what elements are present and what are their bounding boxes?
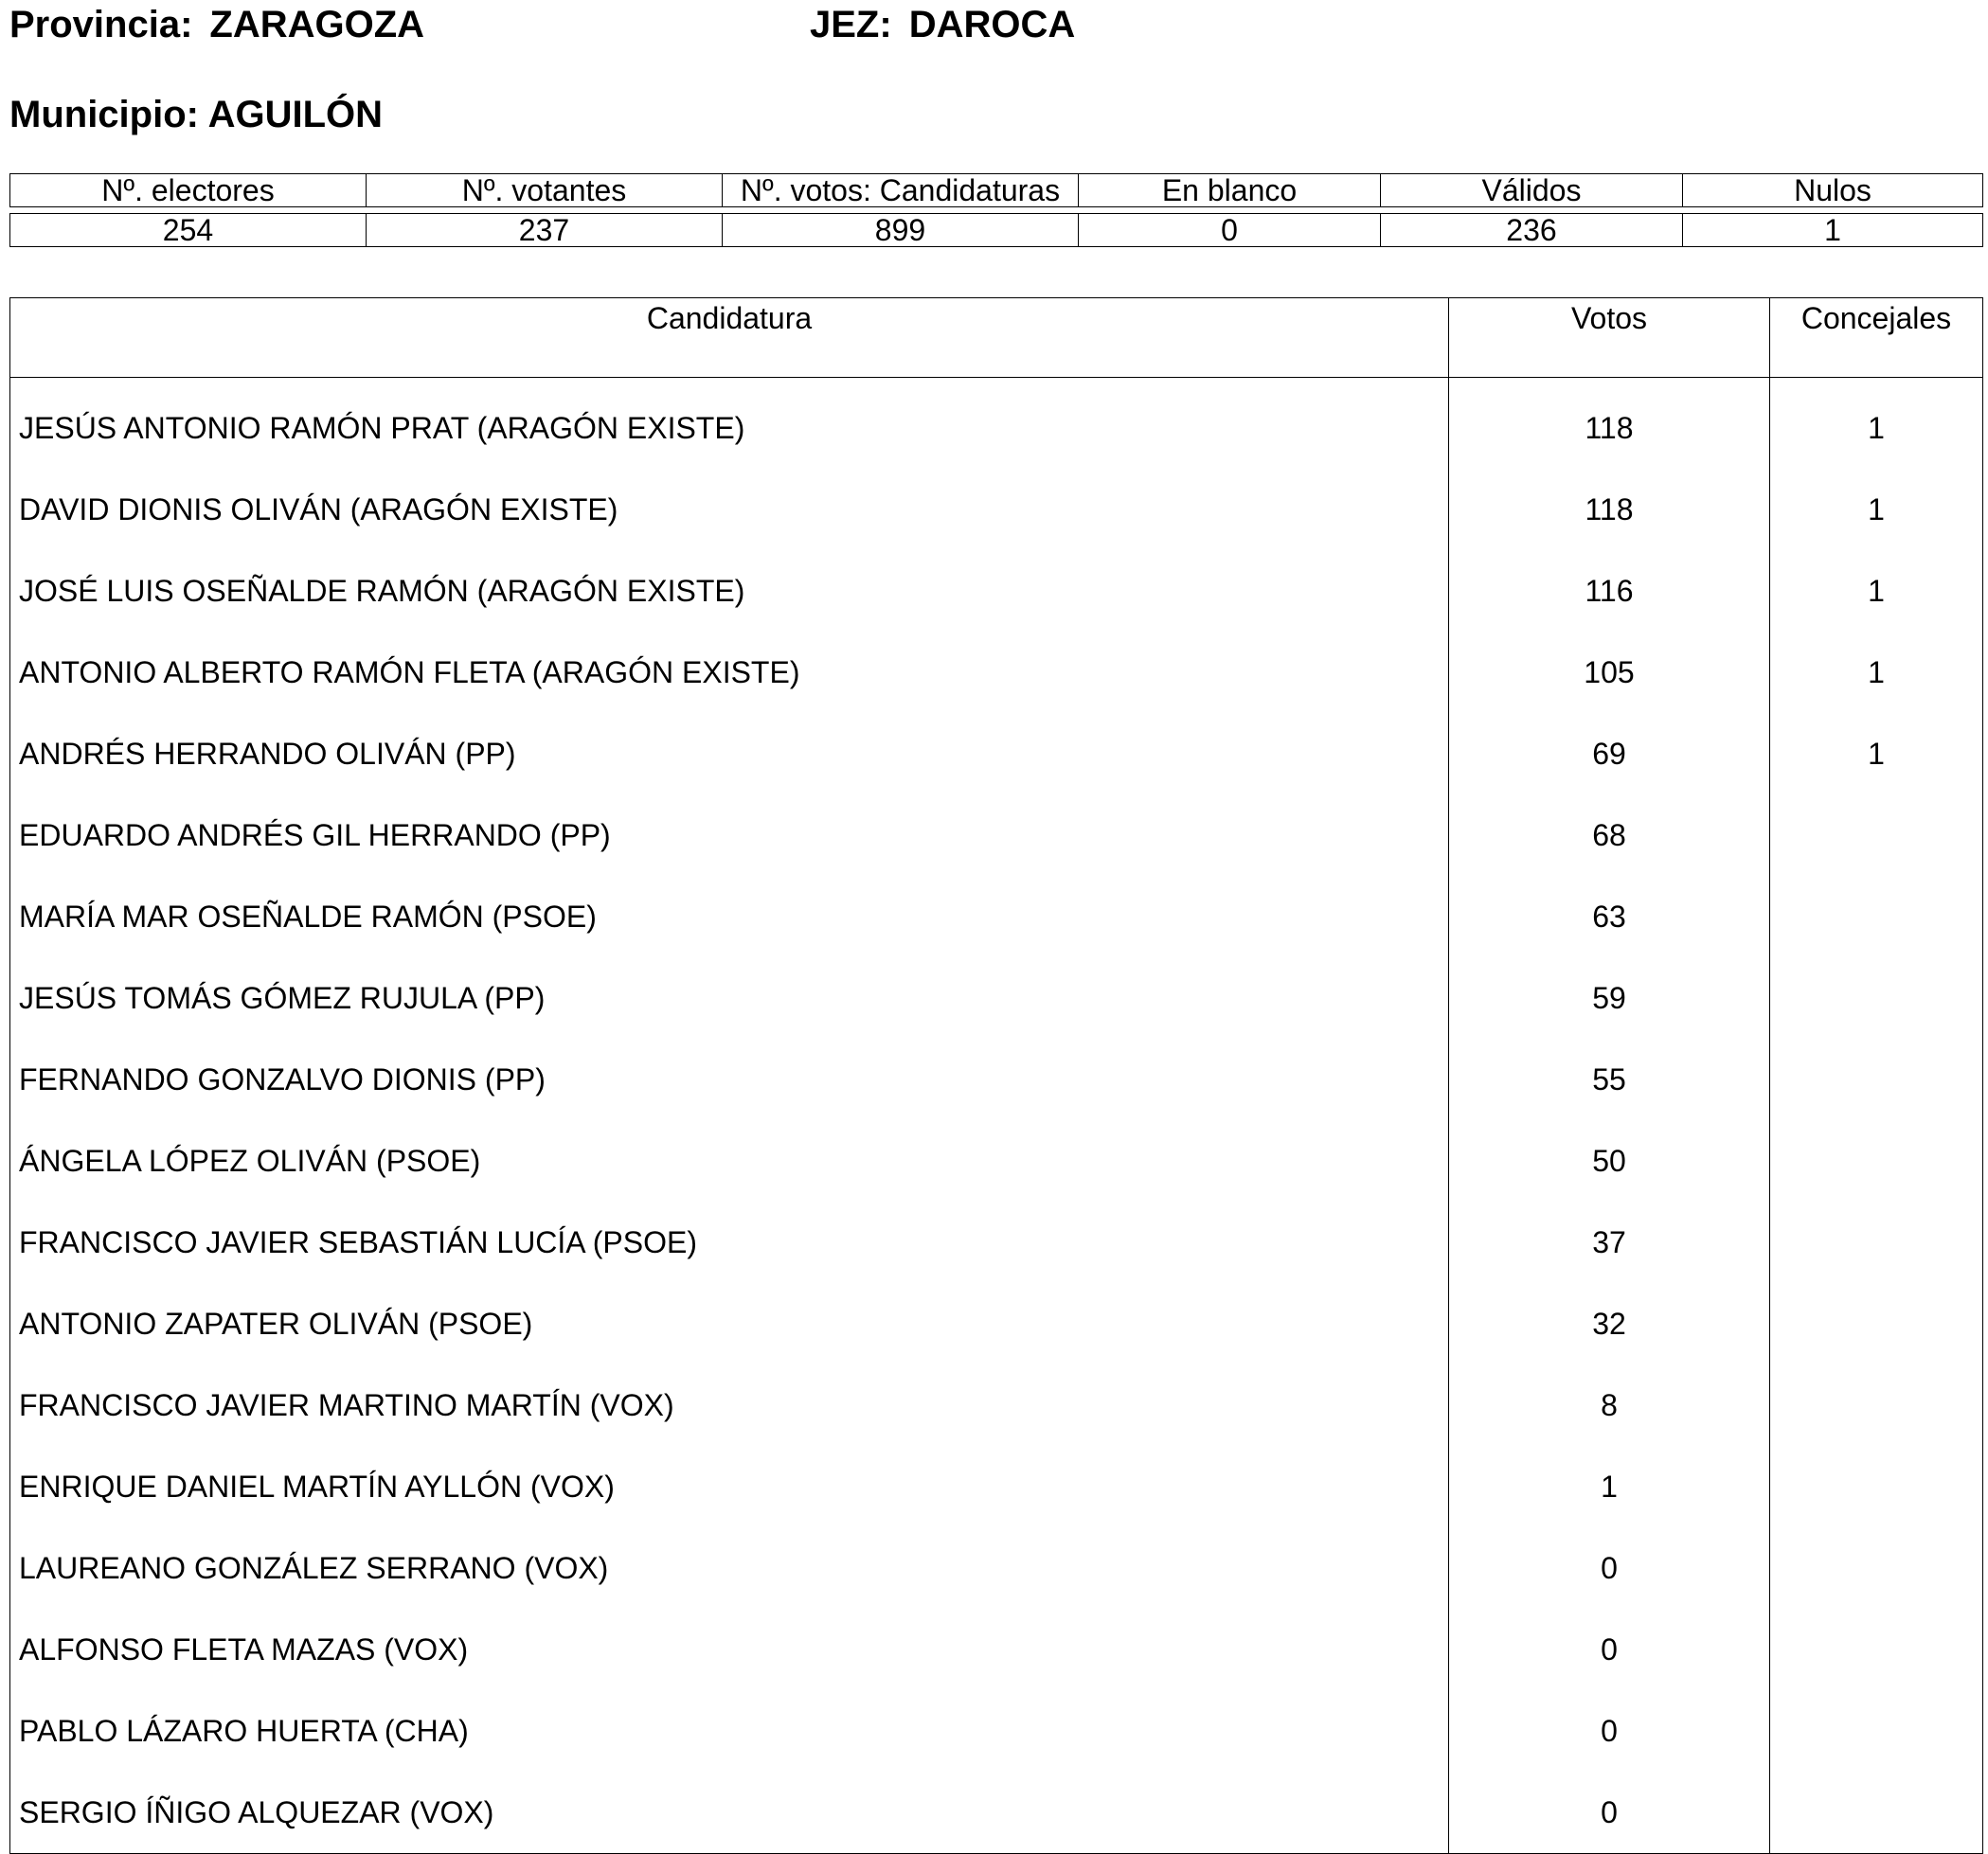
table-row xyxy=(10,1690,1983,1772)
candidatura-column-header: Candidatura xyxy=(10,298,1449,378)
votes-value: 105 xyxy=(1449,632,1770,713)
candidate-name: LAUREANO GONZÁLEZ SERRANO (VOX) xyxy=(19,1550,609,1585)
municipio-label: Municipio: xyxy=(9,94,199,135)
concejales-column-header: Concejales xyxy=(1770,298,1983,378)
votes-value: 63 xyxy=(1449,876,1770,957)
results-table xyxy=(9,297,1983,1854)
candidate-name: DAVID DIONIS OLIVÁN (ARAGÓN EXISTE) xyxy=(19,491,618,526)
table-row xyxy=(10,1446,1983,1527)
seats-value: 1 xyxy=(1770,469,1983,550)
table-row xyxy=(10,1039,1983,1120)
seats-value xyxy=(1770,1690,1983,1772)
table-row xyxy=(10,387,1983,469)
candidate-name: MARÍA MAR OSEÑALDE RAMÓN (PSOE) xyxy=(19,899,597,934)
summary-table xyxy=(9,173,1983,247)
seats-value xyxy=(1770,1120,1983,1202)
seats-value xyxy=(1770,1039,1983,1120)
votes-value: 55 xyxy=(1449,1039,1770,1120)
seats-value: 1 xyxy=(1770,387,1983,469)
seats-value xyxy=(1770,1202,1983,1283)
seats-value xyxy=(1770,1609,1983,1690)
seats-value xyxy=(1770,876,1983,957)
candidate-name: ANDRÉS HERRANDO OLIVÁN (PP) xyxy=(19,736,516,771)
candidate-name: JESÚS ANTONIO RAMÓN PRAT (ARAGÓN EXISTE) xyxy=(19,410,745,445)
seats-value xyxy=(1770,1446,1983,1527)
candidate-name: ANTONIO ZAPATER OLIVÁN (PSOE) xyxy=(19,1306,533,1341)
candidate-name: ENRIQUE DANIEL MARTÍN AYLLÓN (VOX) xyxy=(19,1469,615,1504)
results-header-row xyxy=(10,298,1983,378)
candidate-name: FRANCISCO JAVIER MARTINO MARTÍN (VOX) xyxy=(19,1387,674,1422)
candidate-name: ALFONSO FLETA MAZAS (VOX) xyxy=(19,1631,469,1667)
seats-value: 1 xyxy=(1770,550,1983,632)
summary-header-cell: Válidos xyxy=(1381,174,1683,207)
votes-value: 8 xyxy=(1449,1364,1770,1446)
seats-value: 1 xyxy=(1770,632,1983,713)
summary-value-cell: 1 xyxy=(1683,214,1983,247)
summary-header-cell: Nº. votantes xyxy=(367,174,723,207)
candidate-name: PABLO LÁZARO HUERTA (CHA) xyxy=(19,1713,469,1748)
seats-value xyxy=(1770,1772,1983,1854)
provincia-label: Provincia: xyxy=(9,4,193,45)
table-row xyxy=(10,1120,1983,1202)
summary-value-cell: 236 xyxy=(1381,214,1683,247)
votes-value: 116 xyxy=(1449,550,1770,632)
summary-header-cell: Nulos xyxy=(1683,174,1983,207)
table-row xyxy=(10,469,1983,550)
municipio-heading xyxy=(9,96,383,134)
table-row xyxy=(10,550,1983,632)
candidate-name: SERGIO ÍÑIGO ALQUEZAR (VOX) xyxy=(19,1794,494,1829)
votes-value: 0 xyxy=(1449,1772,1770,1854)
summary-header-cell: Nº. votos: Candidaturas xyxy=(723,174,1079,207)
candidate-name: ANTONIO ALBERTO RAMÓN FLETA (ARAGÓN EXISTE) xyxy=(19,654,800,689)
votos-column-header: Votos xyxy=(1449,298,1770,378)
votes-value: 0 xyxy=(1449,1527,1770,1609)
table-row xyxy=(10,1283,1983,1364)
summary-value-cell: 237 xyxy=(367,214,723,247)
table-row xyxy=(10,876,1983,957)
votes-value: 118 xyxy=(1449,469,1770,550)
seats-value xyxy=(1770,1364,1983,1446)
votes-value: 68 xyxy=(1449,794,1770,876)
table-row xyxy=(10,1772,1983,1854)
seats-value xyxy=(1770,794,1983,876)
summary-value-cell: 899 xyxy=(723,214,1079,247)
summary-gap xyxy=(10,207,1983,214)
votes-value: 0 xyxy=(1449,1690,1770,1772)
table-row xyxy=(10,632,1983,713)
candidate-name: FRANCISCO JAVIER SEBASTIÁN LUCÍA (PSOE) xyxy=(19,1224,697,1259)
jez-value: DAROCA xyxy=(908,4,1076,45)
seats-value xyxy=(1770,1283,1983,1364)
table-row xyxy=(10,1364,1983,1446)
summary-value-row xyxy=(10,214,1983,247)
summary-header-cell: En blanco xyxy=(1079,174,1381,207)
table-row xyxy=(10,1527,1983,1609)
summary-header-cell: Nº. electores xyxy=(10,174,367,207)
votes-value: 1 xyxy=(1449,1446,1770,1527)
seats-value xyxy=(1770,1527,1983,1609)
table-row xyxy=(10,1202,1983,1283)
table-row xyxy=(10,794,1983,876)
votes-value: 0 xyxy=(1449,1609,1770,1690)
candidate-name: ÁNGELA LÓPEZ OLIVÁN (PSOE) xyxy=(19,1143,481,1178)
votes-value: 50 xyxy=(1449,1120,1770,1202)
candidate-name: EDUARDO ANDRÉS GIL HERRANDO (PP) xyxy=(19,817,611,852)
votes-value: 118 xyxy=(1449,387,1770,469)
votes-value: 32 xyxy=(1449,1283,1770,1364)
results-spacer xyxy=(10,378,1983,388)
seats-value xyxy=(1770,957,1983,1039)
municipio-value: AGUILÓN xyxy=(207,94,384,135)
summary-value-cell: 0 xyxy=(1079,214,1381,247)
table-row xyxy=(10,713,1983,794)
seats-value: 1 xyxy=(1770,713,1983,794)
jez-heading xyxy=(810,6,1075,44)
jez-label: JEZ: xyxy=(810,4,892,45)
summary-header-row xyxy=(10,174,1983,207)
provincia-value: ZARAGOZA xyxy=(209,4,425,45)
votes-value: 59 xyxy=(1449,957,1770,1039)
votes-value: 69 xyxy=(1449,713,1770,794)
summary-value-cell: 254 xyxy=(10,214,367,247)
candidate-name: JOSÉ LUIS OSEÑALDE RAMÓN (ARAGÓN EXISTE) xyxy=(19,573,745,608)
candidate-name: JESÚS TOMÁS GÓMEZ RUJULA (PP) xyxy=(19,980,546,1015)
candidate-name: FERNANDO GONZALVO DIONIS (PP) xyxy=(19,1061,546,1096)
results-body xyxy=(10,378,1983,1854)
votes-value: 37 xyxy=(1449,1202,1770,1283)
table-row xyxy=(10,1609,1983,1690)
provincia-heading xyxy=(9,6,424,44)
table-row xyxy=(10,957,1983,1039)
